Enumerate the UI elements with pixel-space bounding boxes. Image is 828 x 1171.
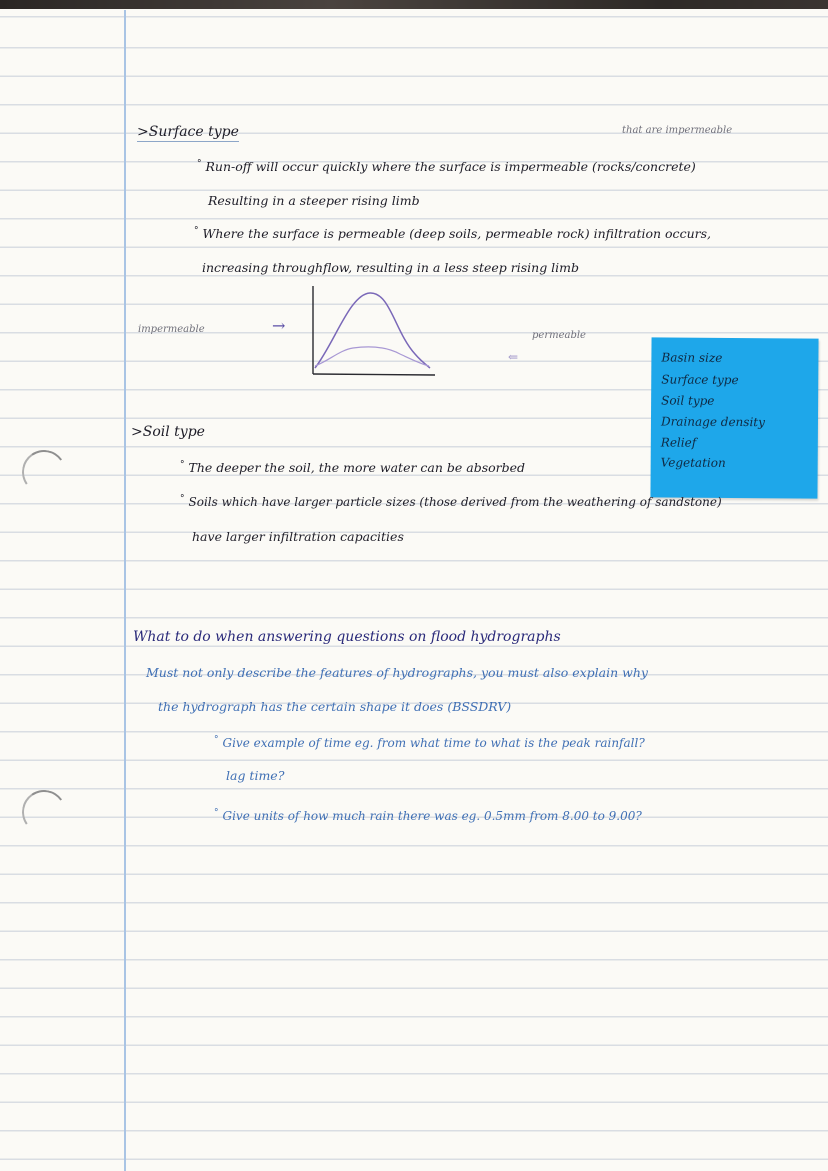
soil-line-1: ° The deeper the soil, the more water can be absorbed [180, 460, 526, 476]
x-axis [313, 374, 435, 375]
sticky-item: Soil type [661, 393, 715, 408]
hydrograph-sketch [305, 282, 440, 380]
hydrograph-line-4: lag time? [226, 768, 285, 783]
sticky-item: Drainage density [660, 414, 765, 430]
surface-line-3: ° Where the surface is permeable (deep soils, permeable rock) infiltration occurs, [194, 226, 711, 242]
hydrograph-line-1: Must not only describe the features of hydrographs, you must also explain why [146, 665, 648, 680]
soil-type-heading: >Soil type [131, 424, 205, 440]
arrow-left-icon: ⇐ [508, 350, 519, 364]
margin-line [124, 10, 126, 1171]
sticky-item: Vegetation [660, 455, 726, 470]
surface-line-1: ° Run-off will occur quickly where the surface is impermeable (rocks/concrete) [197, 159, 696, 175]
permeable-label: permeable [532, 330, 586, 341]
sticky-item: Surface type [661, 372, 739, 388]
arrow-right-icon: → [272, 316, 286, 335]
sticky-item: Relief [660, 435, 697, 450]
hydrograph-line-5: ° Give units of how much rain there was eg. 0.5mm from 8.00 to 9.00? [214, 808, 642, 823]
hydrograph-questions-heading: What to do when answering questions on flood hydrographs [133, 629, 561, 645]
impermeable-note: that are impermeable [622, 125, 733, 136]
impermeable-label: impermeable [138, 324, 205, 335]
soil-line-3: have larger infiltration capacities [192, 529, 404, 544]
surface-line-4: increasing throughflow, resulting in a less steep rising limb [202, 260, 580, 275]
surface-line-2: Resulting in a steeper rising limb [208, 193, 420, 208]
sticky-item: Basin size [661, 350, 723, 365]
soil-line-2: ° Soils which have larger particle sizes (those derived from the weathering of sandstone) [180, 494, 722, 509]
hydrograph-line-3: ° Give example of time eg. from what time to what is the peak rainfall? [214, 735, 645, 750]
sticky-note [650, 337, 818, 498]
page-top-edge [0, 0, 828, 9]
surface-type-heading: >Surface type [137, 124, 239, 140]
hydrograph-line-2: the hydrograph has the certain shape it does (BSSDRV) [158, 699, 512, 714]
